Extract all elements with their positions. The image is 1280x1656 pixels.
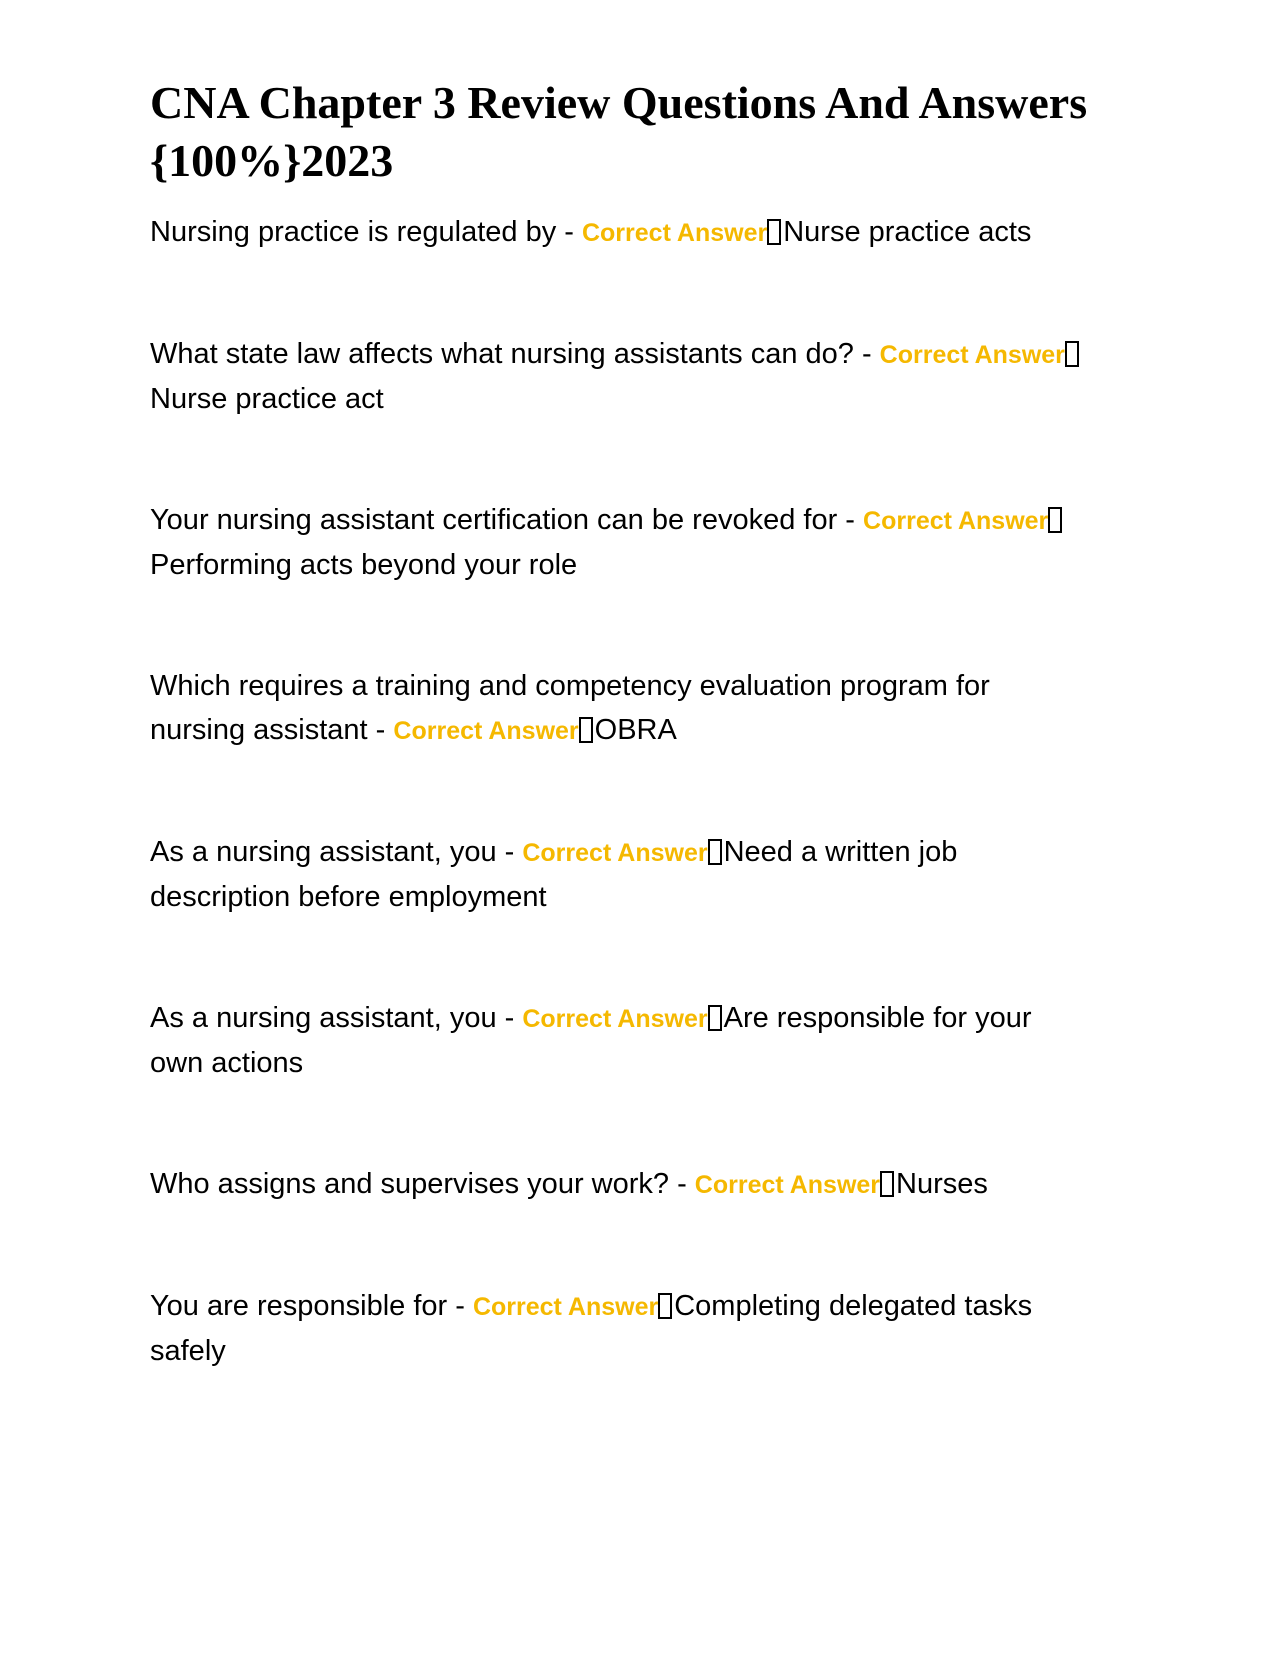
answer-text: Nurse practice acts	[783, 216, 1032, 248]
question-text: As a nursing assistant, you	[150, 1002, 497, 1034]
question-text: Your nursing assistant certification can be revoked for	[150, 504, 838, 536]
question-text: Nursing practice is regulated by	[150, 216, 557, 248]
correct-answer-label: Correct Answer	[694, 1171, 881, 1199]
missing-glyph-icon	[1065, 341, 1079, 367]
answer-text: Nurse practice act	[150, 383, 384, 415]
qa-item	[150, 1162, 1090, 1207]
missing-glyph-icon	[708, 1005, 722, 1031]
separator: -	[367, 714, 394, 746]
qa-item	[150, 498, 1090, 587]
correct-answer-label: Correct Answer	[879, 341, 1065, 369]
answer-text: Are responsible for your own actions	[150, 1002, 1032, 1079]
question-text: Who assigns and supervises your work?	[150, 1168, 670, 1200]
answer-text: Need a written job description before employment	[150, 836, 958, 913]
separator: -	[853, 338, 880, 370]
correct-answer-label: Correct Answer	[522, 1005, 708, 1033]
qa-item	[150, 830, 1090, 919]
separator: -	[496, 836, 523, 868]
answer-text: Completing delegated tasks safely	[150, 1290, 1033, 1367]
correct-answer-label: Correct Answer	[863, 507, 1049, 535]
answer-text: Nurses	[896, 1168, 988, 1200]
qa-item	[150, 1284, 1090, 1373]
missing-glyph-icon	[1048, 507, 1062, 533]
correct-answer-label: Correct Answer	[581, 219, 768, 247]
question-text: As a nursing assistant, you	[150, 836, 497, 868]
missing-glyph-icon	[767, 219, 781, 245]
question-text: Which requires a training and competency evaluation program for nursing assistant	[150, 670, 990, 746]
answer-text: OBRA	[594, 714, 677, 746]
correct-answer-label: Correct Answer	[393, 717, 579, 745]
document-page	[150, 74, 1090, 1450]
missing-glyph-icon	[579, 717, 593, 743]
missing-glyph-icon	[708, 839, 722, 865]
separator: -	[556, 216, 582, 248]
page-title: CNA Chapter 3 Review Questions And Answers {100%}2023	[150, 77, 1088, 186]
missing-glyph-icon	[658, 1293, 672, 1319]
correct-answer-label: Correct Answer	[472, 1293, 659, 1321]
separator: -	[496, 1002, 523, 1034]
qa-item	[150, 664, 1090, 753]
qa-item	[150, 996, 1090, 1085]
separator: -	[447, 1290, 473, 1322]
separator: -	[669, 1168, 695, 1200]
correct-answer-label: Correct Answer	[522, 839, 708, 867]
qa-list	[150, 210, 1090, 1373]
missing-glyph-icon	[880, 1171, 894, 1197]
question-text: What state law affects what nursing assistants can do?	[150, 338, 854, 370]
answer-text: Performing acts beyond your role	[150, 549, 578, 581]
qa-item	[150, 210, 1090, 255]
separator: -	[837, 504, 864, 536]
qa-item	[150, 332, 1090, 421]
question-text: You are responsible for	[150, 1290, 448, 1322]
